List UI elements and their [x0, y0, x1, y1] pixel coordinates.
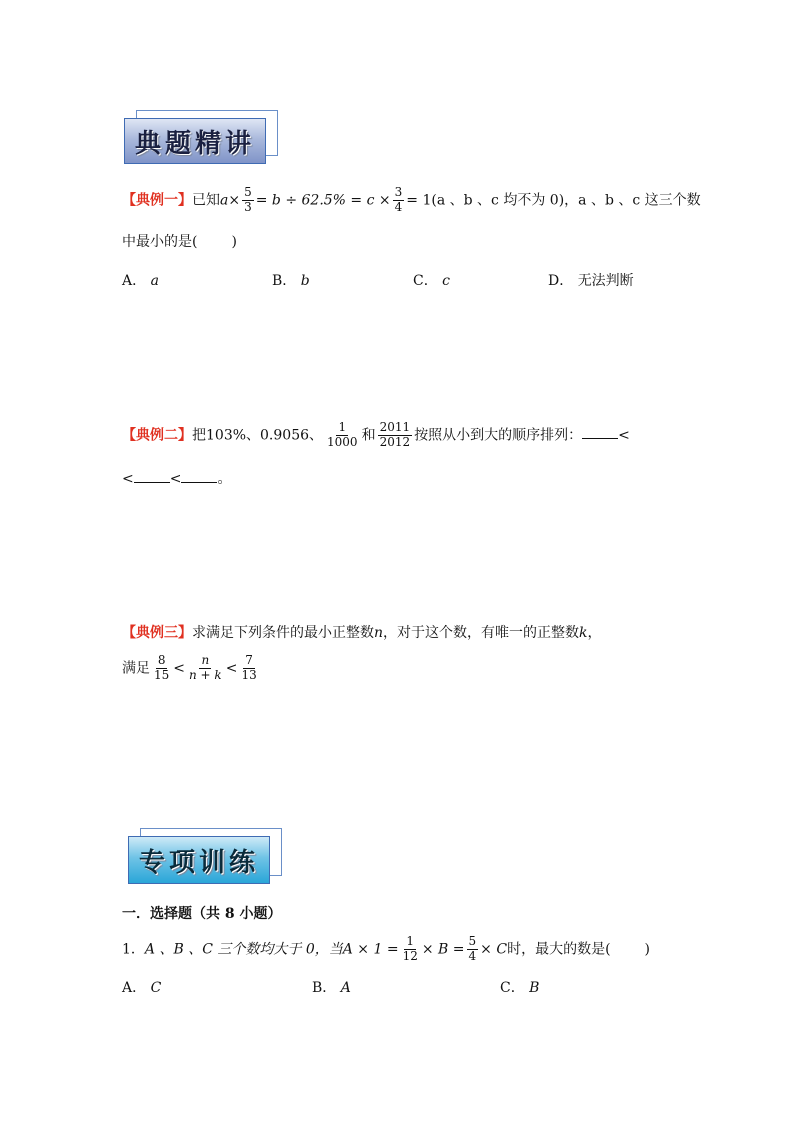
text: 已知	[192, 192, 220, 209]
option-value: B	[529, 980, 540, 996]
option-label: D．	[548, 273, 574, 289]
option-label: B．	[272, 273, 297, 289]
fraction	[152, 654, 171, 683]
numerator: n	[201, 653, 210, 667]
denominator: 13	[241, 667, 257, 682]
example-2-line-1	[122, 421, 630, 450]
option-value: A	[340, 980, 351, 996]
less-than: <	[122, 471, 134, 487]
numerator: 3	[394, 185, 403, 199]
answer-blank[interactable]	[181, 468, 217, 483]
option-label: A．	[122, 273, 147, 289]
option-b[interactable]	[312, 977, 351, 997]
fraction	[378, 421, 413, 450]
numerator: 7	[245, 653, 253, 667]
option-value: b	[300, 273, 310, 289]
option-value: 无法判断	[577, 273, 634, 289]
text: 满足	[122, 660, 150, 677]
answer-blank[interactable]	[134, 468, 170, 483]
text: )	[644, 941, 651, 958]
var-n: n	[374, 625, 384, 641]
example-1-line-2	[122, 231, 237, 251]
answer-blank[interactable]	[582, 424, 618, 439]
question-number: 1．	[122, 941, 145, 958]
fraction	[467, 935, 479, 964]
option-value: a	[150, 273, 159, 289]
expr: × B =	[421, 941, 465, 958]
denominator: 12	[402, 948, 418, 963]
example-tag: 【典例二】	[122, 427, 192, 444]
example-2-line-2	[122, 468, 231, 488]
text: 和	[361, 427, 376, 444]
option-label: C．	[500, 980, 525, 996]
section-title: 典题精讲	[124, 118, 266, 164]
denominator: 1000	[327, 434, 358, 449]
text: )	[231, 234, 237, 250]
var-a: a	[220, 192, 229, 209]
option-b[interactable]	[272, 270, 310, 290]
section-banner-zhuanxiang	[128, 836, 280, 884]
fraction	[393, 186, 405, 215]
numerator: 1	[406, 934, 415, 948]
times: ×	[228, 192, 241, 209]
denominator: 15	[154, 667, 170, 682]
option-a[interactable]	[122, 977, 161, 997]
option-a[interactable]	[122, 270, 159, 290]
text: 把103%、0.9056、	[192, 427, 324, 444]
expr: × C	[480, 941, 508, 958]
section-banner-dianti	[124, 118, 276, 164]
text: A 、B 、C 三个数均大于 0，当	[144, 941, 343, 958]
less-than: <	[618, 427, 630, 444]
less-than: <	[225, 660, 238, 677]
example-tag: 【典例一】	[122, 192, 192, 209]
numerator: 5	[244, 185, 252, 199]
fraction	[242, 186, 254, 215]
fraction	[325, 421, 360, 450]
text: 按照从小到大的顺序排列：	[414, 427, 583, 444]
text: = b ÷ 62.5% = c ×	[255, 192, 391, 209]
fraction	[239, 654, 258, 683]
numerator: 2011	[379, 420, 411, 434]
section-title: 专项训练	[128, 836, 270, 884]
denominator: 4	[468, 948, 477, 963]
option-d[interactable]	[548, 270, 634, 290]
denominator: n + k	[189, 667, 222, 682]
less-than: <	[173, 660, 186, 677]
part-heading: 一．选择题（共 8 小题）	[122, 906, 282, 922]
denominator: 2012	[379, 434, 411, 449]
numerator: 1	[338, 420, 347, 434]
option-c[interactable]	[413, 270, 450, 290]
period: 。	[217, 471, 232, 487]
var-k: k	[579, 625, 588, 641]
text: ，对于这个数，有唯一的正整数	[383, 625, 580, 641]
example-1-line-1	[122, 186, 701, 215]
text: = 1(a 、b 、c 均不为 0)，a 、b 、c 这三个数	[406, 192, 701, 209]
text: 时，最大的数是(	[507, 941, 611, 958]
option-value: C	[150, 980, 162, 996]
option-label: A．	[122, 980, 147, 996]
denominator: 4	[394, 199, 403, 214]
option-value: c	[442, 273, 451, 289]
option-c[interactable]	[500, 977, 539, 997]
denominator: 3	[244, 199, 252, 214]
text: 求满足下列条件的最小正整数	[192, 625, 374, 641]
numerator: 8	[157, 653, 166, 667]
option-label: B．	[312, 980, 337, 996]
example-tag: 【典例三】	[122, 625, 192, 641]
numerator: 5	[468, 934, 477, 948]
less-than: <	[169, 471, 182, 487]
text: 中最小的是(	[122, 234, 198, 250]
expr: A × 1 =	[342, 941, 399, 958]
example-3-line-2	[122, 654, 261, 683]
fraction	[401, 935, 420, 964]
example-3-line-1	[122, 622, 602, 642]
question-1-line	[122, 935, 650, 964]
text: ，	[587, 625, 602, 641]
option-label: C．	[413, 273, 438, 289]
fraction	[187, 654, 224, 683]
